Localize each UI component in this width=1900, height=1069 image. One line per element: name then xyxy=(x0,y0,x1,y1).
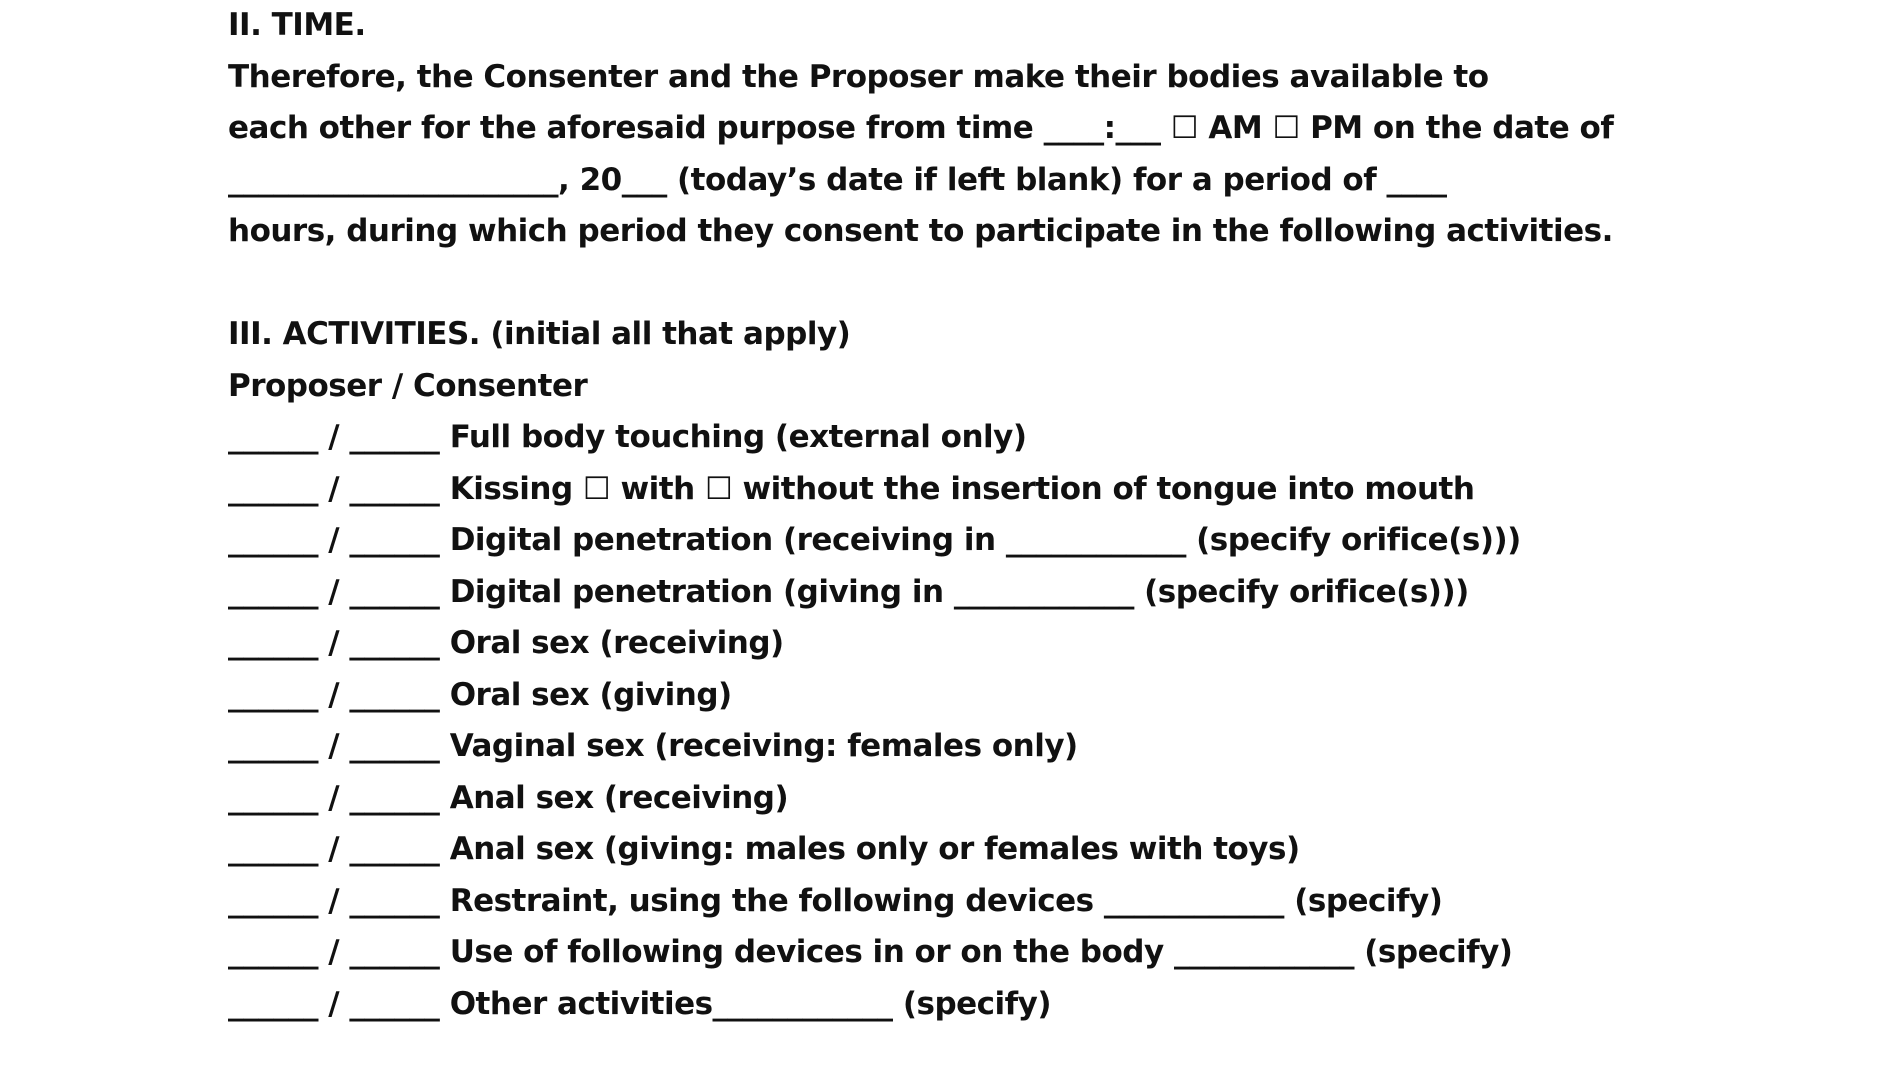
time-paragraph-line-1: Therefore, the Consenter and the Proposer make their bodies available to xyxy=(228,58,1489,95)
activity-item: ______ / ______ Digital penetration (giving in ____________ (specify orifice(s))) xyxy=(228,573,1469,610)
activity-item: ______ / ______ Use of following devices in or on the body ____________ (specify) xyxy=(228,934,1513,970)
activity-item: ______ / ______ Other activities____________ (specify) xyxy=(228,985,1052,1022)
section-spacer xyxy=(228,258,1868,310)
activity-item: ______ / ______ Anal sex (receiving) xyxy=(228,779,789,816)
activity-item: ______ / ______ Kissing ☐ with ☐ without the insertion of tongue into mouth xyxy=(228,470,1475,507)
activity-item: ______ / ______ Oral sex (giving) xyxy=(228,676,732,713)
activity-item: ______ / ______ Digital penetration (receiving in ____________ (specify orifice(s))) xyxy=(228,522,1521,558)
section-heading-activities: III. ACTIVITIES. (initial all that apply) xyxy=(228,316,851,352)
time-paragraph-line-3: ______________________, 20___ (today’s date if left blank) for a period of ____ xyxy=(228,161,1447,198)
document-body xyxy=(228,0,1868,1030)
activities-column-labels: Proposer / Consenter xyxy=(228,367,588,404)
activity-item: ______ / ______ Anal sex (giving: males only or females with toys) xyxy=(228,831,1300,867)
time-paragraph-line-2: each other for the aforesaid purpose from time ____:___ ☐ AM ☐ PM on the date of xyxy=(228,110,1614,146)
activity-item: ______ / ______ Full body touching (external only) xyxy=(228,419,1027,455)
time-paragraph-line-4: hours, during which period they consent to participate in the following activities. xyxy=(228,213,1613,249)
activity-item: ______ / ______ Restraint, using the following devices ____________ (specify) xyxy=(228,882,1443,919)
section-heading-time: II. TIME. xyxy=(228,7,366,43)
activity-item: ______ / ______ Oral sex (receiving) xyxy=(228,625,784,661)
activity-item: ______ / ______ Vaginal sex (receiving: females only) xyxy=(228,728,1078,764)
